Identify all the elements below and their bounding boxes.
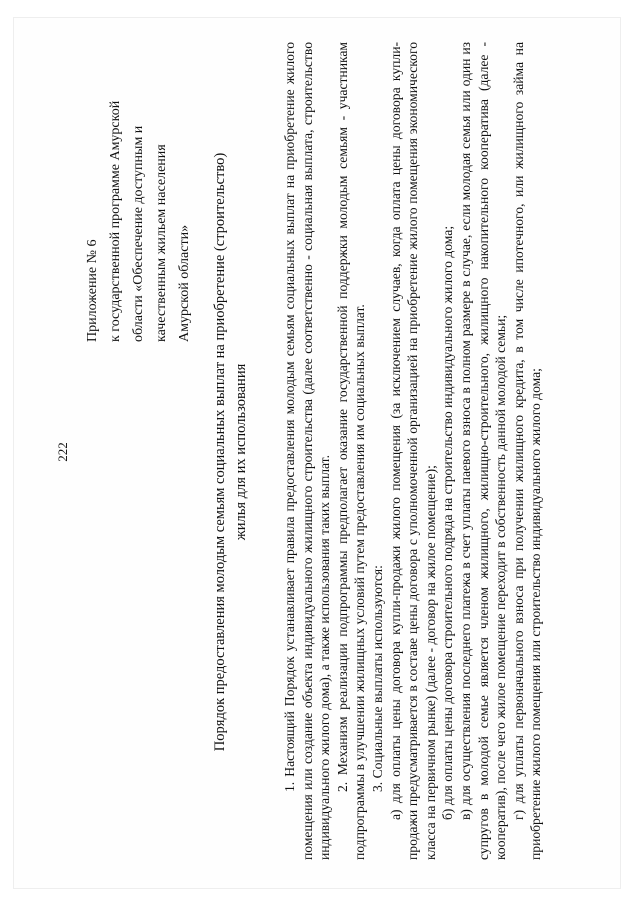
title-line-1: Порядок предоставления молодым семьям социальных выплат на приобретение (строительство) [212, 152, 228, 752]
list-item-d: г) для уплаты первоначального взноса при получении жилищного кредита, в том числе ипотечного, или жилищного займа на приобретение жилого помещения или строительство индивидуального жилого дома; [510, 42, 544, 860]
document-title [210, 22, 252, 882]
appendix-line: Амурской области» [177, 224, 192, 342]
paragraph-2: 2. Механизм реализации подпрограммы предполагает оказание государственной поддержки молодым семьям - участникам подпрограммы в улучшении жилищных условий путем предоставления им социальных выплат. [334, 42, 368, 860]
document-body [281, 42, 545, 860]
list-item-a: а) для оплаты цены договора купли-продажи жилого помещения (за исключением случаев, когда оплата цены договора купли-продажи предусматривается в составе цены договора с уполномоченной организацией на приобретение жилого помещения экономического класса на первичном рынке) (далее - договор на жилое помещение); [387, 42, 438, 860]
appendix-line: Приложение № 6 [85, 239, 100, 342]
appendix-header [81, 42, 196, 342]
appendix-line: качественным жильем населения [154, 144, 169, 342]
list-item-b: б) для оплаты цены договора строительного подряда на строительство индивидуального жилого дома; [440, 225, 456, 820]
rotated-page-content [55, 22, 585, 882]
list-item-c: в) для осуществления последнего платежа в счет уплаты паевого взноса в полном размере в случае, если молодая семья или один из супругов в молодой семье является членом жилищного, жилищно-строительного, жилищного накопительного кооператива (далее - кооператив), после чего жилое помещение переходит в собственность данной молодой семьи; [457, 42, 509, 860]
appendix-line: области «Обеспечение доступным и [131, 125, 146, 342]
paragraph-3: 3. Социальные выплаты используются: [369, 565, 385, 792]
appendix-line: к государственной программе Амурской [108, 100, 123, 342]
page-number: 222 [55, 442, 70, 462]
title-line-2: жилья для их использования [233, 363, 249, 541]
paragraph-1: 1. Настоящий Порядок устанавливает правила предоставления молодым семьям социальных выплат на приобретение жилого помещения или создание объекта индивидуального жилищного строительства (далее соответственно - социальная выплата, строительство индивидуального жилого дома), а также использования таких выплат. [282, 42, 333, 860]
